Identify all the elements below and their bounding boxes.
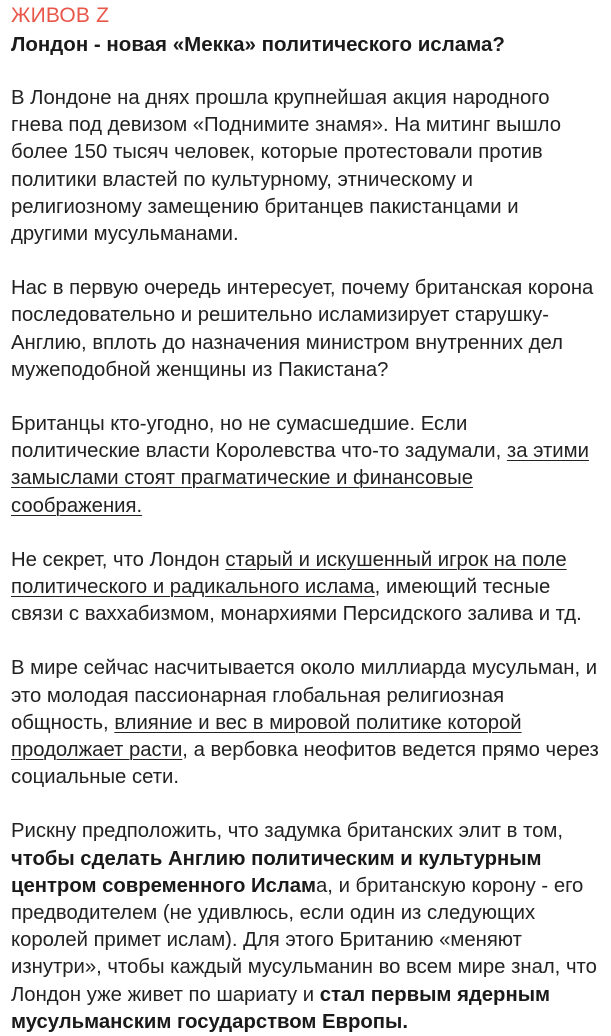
- channel-name[interactable]: ЖИВОВ Z: [11, 4, 110, 27]
- paragraph-4: [11, 547, 601, 629]
- paragraph-6-text-before: Рискну предположить, что задумка британских элит в том,: [11, 820, 563, 843]
- paragraph-5-link[interactable]: влияние и вес в мировой политике которой продолжает расти: [11, 711, 522, 762]
- paragraph-6-text-mid: а, и британскую корону - его предводителем (не удивлюсь, если один из следующих королей примет ислам). Для этого Британию «меняют изнутри», чтобы каждый мусульманин во всем мире знал, что Лондон уже живет по шариату и: [11, 874, 597, 1006]
- paragraph-5-text-before: В мире сейчас насчитывается около миллиарда мусульман, и это молодая пассионарная глобальная религиозная общность,: [11, 657, 598, 734]
- paragraph-4-link[interactable]: старый и искушенный игрок на поле политического и радикального ислама: [11, 548, 567, 599]
- paragraph-3: [11, 411, 601, 520]
- paragraph-6: [11, 818, 601, 1036]
- paragraph-2: Нас в первую очередь интересует, почему британская корона последовательно и решительно исламизирует старушку-Англию, вплоть до назначения министром внутренних дел мужеподобной женщины из Пакистана?: [11, 277, 594, 381]
- paragraph-3-link[interactable]: за этими замыслами стоят прагматические и финансовые соображения.: [11, 440, 589, 517]
- paragraph-6-bold-1: чтобы сделать Англию политическим и культурным центром современного Ислам: [11, 847, 542, 897]
- paragraph-1: В Лондоне на днях прошла крупнейшая акция народного гнева под девизом «Поднимите знамя». На митинг вышло более 150 тысяч человек, которые протестовали против политики властей по культурному, этническому и религиозному замещению британцев пакистанцами и другими мусульманами.: [11, 87, 561, 246]
- paragraph-6-bold-2: стал первым ядерным мусульманским государством Европы.: [11, 983, 551, 1033]
- paragraph-4-text-after: , имеющий тесные связи с ваххабизмом, монархиями Персидского залива и тд.: [11, 576, 582, 626]
- paragraph-3-text: Британцы кто-угодно, но не сумасшедшие. Если политические власти Королевства что-то задумали,: [11, 413, 507, 463]
- paragraph-5: [11, 655, 601, 791]
- paragraph-4-text-before: Не секрет, что Лондон: [11, 548, 226, 571]
- paragraph-5-text-after: , а вербовка неофитов ведется прямо через социальные сети.: [11, 739, 599, 789]
- post-title: Лондон - новая «Мекка» политического ислама?: [11, 33, 505, 56]
